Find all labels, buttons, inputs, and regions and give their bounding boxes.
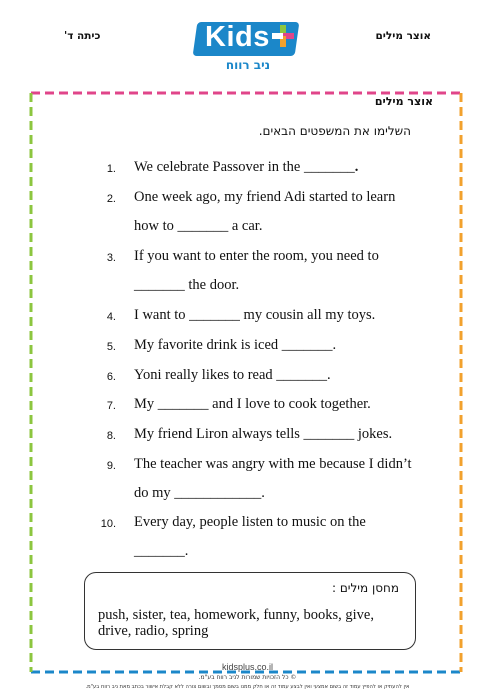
logo-text: Kids [205, 21, 270, 53]
word-bank-box [84, 572, 416, 650]
question-text: If you want to enter the room, you need to [134, 248, 379, 264]
worksheet-instruction: השלימו את המשפטים הבאים. [258, 124, 411, 138]
question-number: 9. [106, 460, 116, 472]
word-bank-title: מחסן מילים : [331, 581, 399, 595]
question-number: 1. [106, 163, 116, 175]
footer-url: kidsplus.co.il [221, 662, 274, 672]
footer-legal: אין להעתיק או להפיץ עמוד זה בשום אמצעי ואין לבצע עמוד זה או חלק ממנו בשום מסמך ובשום צורה ללא קבלת אישור בכתב מאת ניב רווח בע"מ. [85, 684, 410, 690]
question-text: One week ago, my friend Adi started to learn [134, 189, 396, 205]
question-text: My _______ and I love to cook together. [134, 396, 371, 412]
grade-label: כיתה ד' [64, 30, 101, 42]
question-number: 5. [106, 341, 116, 353]
footer-copyright: © כל הזכויות שמורות לניב רווח בע"מ. [198, 674, 297, 681]
topic-label: אוצר מילים [375, 30, 431, 42]
question-text: Yoni really likes to read _______. [134, 367, 331, 383]
word-bank-words: push, sister, tea, homework, funny, books, give, drive, radio, spring [98, 607, 374, 639]
question-text: My favorite drink is iced _______. [134, 337, 337, 353]
question-text: We celebrate Passover in the _______. [134, 159, 359, 175]
question-number: 6. [106, 371, 116, 383]
logo-subtitle: ניב רווח [225, 58, 271, 72]
question-text: The teacher was angry with me because I didn’t [134, 456, 412, 472]
question-number: 2. [106, 193, 116, 205]
kids-logo [183, 18, 313, 76]
question-text: Every day, people listen to music on the [134, 514, 366, 530]
question-number: 7. [106, 400, 116, 412]
question-text: I want to _______ my cousin all my toys. [134, 307, 376, 323]
question-text: do my ____________. [134, 485, 265, 501]
question-number: 4. [106, 311, 116, 323]
question-text: _______. [134, 543, 189, 559]
question-number: 8. [106, 430, 116, 442]
question-text: _______ the door. [134, 277, 240, 293]
question-number: 10. [100, 518, 116, 530]
question-number: 3. [106, 252, 116, 264]
worksheet-title: אוצר מילים [374, 95, 433, 108]
question-text: My friend Liron always tells _______ jokes. [134, 426, 393, 442]
question-text: how to _______ a car. [134, 218, 263, 234]
plus-icon [271, 24, 295, 48]
